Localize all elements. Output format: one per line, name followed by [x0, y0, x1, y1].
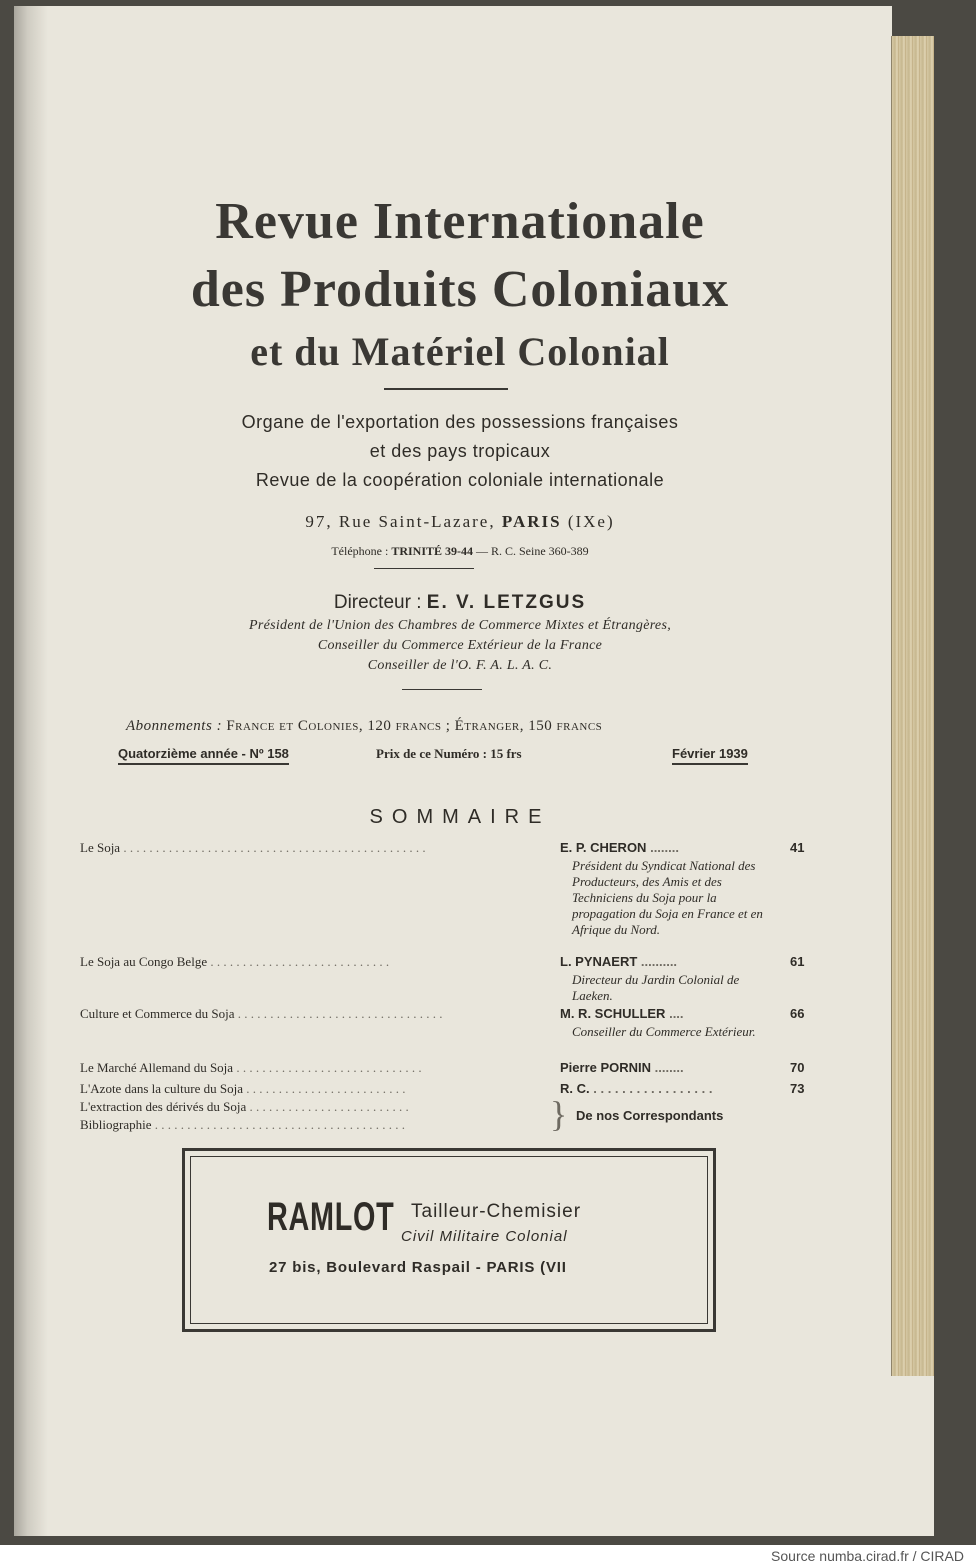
toc-title: Le Soja . . . . . . . . . . . . . . . . . . . . . . . . . . . . . . . . . . . . . . . . . . . . . . . [80, 840, 426, 855]
source-credit: Source numba.cirad.fr / CIRAD [771, 1548, 964, 1564]
toc-page: 66 [790, 1006, 805, 1021]
address-street: 97, Rue Saint-Lazare, [305, 512, 502, 531]
toc-author-desc: Conseiller du Commerce Extérieur. [572, 1024, 756, 1039]
address [14, 512, 906, 532]
director-role-2: Conseiller du Commerce Extérieur de la France [317, 638, 603, 653]
toc-page: 61 [790, 954, 805, 969]
sommaire-heading: SOMMAIRE [369, 806, 551, 828]
telephone [14, 544, 906, 559]
organ-line-1: Organe de l'exportation des possessions françaises [241, 412, 679, 432]
organ-line-2: et des pays tropicaux [369, 441, 551, 461]
issue-year: Quatorzième année - Nº 158 [118, 746, 289, 765]
address-city: PARIS [501, 512, 562, 531]
ad-trade: Tailleur-Chemisier [411, 1201, 582, 1222]
director-role-1: Président de l'Union des Chambres de Commerce Mixtes et Étrangères, [248, 618, 671, 633]
advertisement [182, 1148, 716, 1332]
organ-line-3: Revue de la coopération coloniale internationale [255, 470, 665, 490]
toc-author: M. R. SCHULLER .... [560, 1006, 684, 1021]
toc-author-desc: Directeur du Jardin Colonial de Laeken. [572, 972, 740, 1003]
ad-address: 27 bis, Boulevard Raspail - PARIS (VII [269, 1259, 567, 1276]
title-line-1: Revue Internationale [215, 193, 705, 250]
toc-title: Bibliographie . . . . . . . . . . . . . . . . . . . . . . . . . . . . . . . . . . . . . . . [80, 1117, 405, 1132]
director-name: E. V. LETZGUS [426, 592, 587, 613]
subscription-prices: France et Colonies, 120 francs ; Étranger, 150 francs [226, 718, 603, 734]
subscription [126, 718, 602, 735]
director-role-3: Conseiller de l'O. F. A. L. A. C. [367, 658, 553, 673]
ad-specialty: Civil Militaire Colonial [401, 1228, 568, 1245]
divider [384, 388, 508, 390]
tel-label: Téléphone : [331, 544, 392, 558]
title-line-3: et du Matériel Colonial [250, 329, 670, 374]
toc-title: Culture et Commerce du Soja . . . . . . . . . . . . . . . . . . . . . . . . . . . . . . . . [80, 1006, 443, 1021]
tel-rc: — R. C. Seine 360-389 [473, 544, 589, 558]
issue-date: Février 1939 [672, 746, 748, 765]
toc-author-desc: Président du Syndicat National des Producteurs, des Amis et des Techniciens du Soja pour la propagation du Soja en France et en Afrique du Nord. [572, 858, 763, 937]
issue-price: Prix de ce Numéro : 15 frs [376, 746, 522, 761]
toc-title: Le Soja au Congo Belge . . . . . . . . . . . . . . . . . . . . . . . . . . . . [80, 954, 390, 969]
toc-page: 41 [790, 840, 805, 855]
director-label: Directeur : [333, 592, 427, 613]
toc-page: 70 [790, 1060, 805, 1075]
address-district: (IXe) [561, 512, 615, 531]
toc-title: Le Marché Allemand du Soja . . . . . . . . . . . . . . . . . . . . . . . . . . . . . [80, 1060, 422, 1075]
toc-author: R. C. . . . . . . . . . . . . . . . . . [560, 1081, 713, 1096]
director [14, 592, 906, 614]
journal-page [14, 6, 934, 1536]
subscription-label: Abonnements : [126, 718, 227, 734]
brace: } [550, 1094, 568, 1134]
toc-title: L'Azote dans la culture du Soja . . . . . . . . . . . . . . . . . . . . . . . . . [80, 1081, 406, 1096]
toc-page: 73 [790, 1081, 805, 1096]
ad-brand: RAMLOT [267, 1195, 395, 1239]
toc-author: L. PYNAERT .......... [560, 954, 678, 969]
tel-number: TRINITÉ 39-44 [391, 544, 473, 558]
title-line-2: des Produits Coloniaux [190, 261, 730, 318]
divider [402, 689, 482, 690]
toc-title: L'extraction des dérivés du Soja . . . . . . . . . . . . . . . . . . . . . . . . . [80, 1099, 409, 1114]
divider [374, 568, 474, 569]
toc-author: E. P. CHERON ........ [560, 840, 679, 855]
toc-group-author: De nos Correspondants [576, 1108, 724, 1123]
toc-author: Pierre PORNIN ........ [560, 1060, 684, 1075]
